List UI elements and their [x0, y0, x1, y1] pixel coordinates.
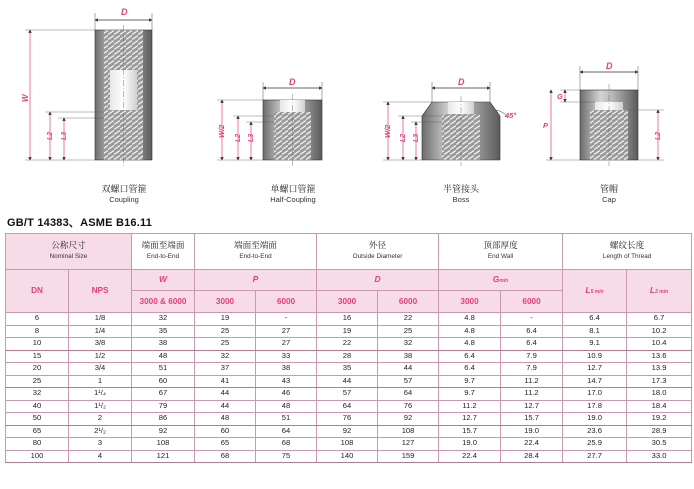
- cell-l5: 12.7: [563, 363, 627, 376]
- cell-l5: 17.0: [563, 388, 627, 401]
- cell-p-6000: 27: [256, 325, 317, 338]
- cap-dim-d: D: [606, 61, 613, 71]
- cell-g-3000: 6.4: [439, 363, 501, 376]
- cap-dim-p: P: [543, 121, 549, 130]
- cap-drawing: [543, 61, 664, 204]
- table-row: [6, 388, 692, 401]
- symbol-g: Gmin: [439, 270, 563, 291]
- table-row: [6, 350, 692, 363]
- cell-p-3000: 44: [195, 388, 256, 401]
- class-p-3000: 3000: [195, 291, 256, 313]
- cell-g-6000: 12.7: [501, 400, 563, 413]
- half-coupling-drawing: [217, 77, 322, 204]
- fittings-diagram: [0, 0, 694, 212]
- coupling-dim-l3: L3: [61, 131, 68, 140]
- table-row: [6, 400, 692, 413]
- cell-w: 92: [132, 425, 195, 438]
- cell-d-6000: 76: [378, 400, 439, 413]
- cell-d-6000: 127: [378, 438, 439, 451]
- cell-g-3000: 4.8: [439, 313, 501, 326]
- cell-g-3000: 6.4: [439, 350, 501, 363]
- cell-p-6000: 27: [256, 338, 317, 351]
- boss-dim-l2: L2: [400, 133, 407, 142]
- coupling-dim-d: D: [121, 7, 128, 17]
- cell-p-3000: 60: [195, 425, 256, 438]
- cell-nps: 1/2: [69, 350, 132, 363]
- cell-d-3000: 76: [317, 413, 378, 426]
- cell-p-3000: 32: [195, 350, 256, 363]
- cell-nps: 3/8: [69, 338, 132, 351]
- cell-d-3000: 28: [317, 350, 378, 363]
- table-row: [6, 425, 692, 438]
- cell-p-6000: -: [256, 313, 317, 326]
- cell-g-6000: 19.0: [501, 425, 563, 438]
- cell-l2: 18.4: [627, 400, 692, 413]
- half-coupling-caption-en: Half-Coupling: [270, 195, 316, 204]
- header-nominal-size: 公称尺寸 Nominal Size: [6, 234, 132, 270]
- cell-nps: 3: [69, 438, 132, 451]
- cell-g-6000: 11.2: [501, 375, 563, 388]
- cap-caption-cn: 管帽: [599, 185, 619, 195]
- cell-nps: 2¹/₂: [69, 425, 132, 438]
- coupling-dim-l2: L2: [47, 131, 54, 140]
- cell-g-6000: 22.4: [501, 438, 563, 451]
- cell-p-3000: 25: [195, 338, 256, 351]
- cell-dn: 50: [6, 413, 69, 426]
- table-row: [6, 325, 692, 338]
- cell-d-3000: 64: [317, 400, 378, 413]
- cell-nps: 2: [69, 413, 132, 426]
- cell-l2: 13.9: [627, 363, 692, 376]
- cell-l2: 10.2: [627, 325, 692, 338]
- cell-g-3000: 9.7: [439, 375, 501, 388]
- cell-p-3000: 37: [195, 363, 256, 376]
- cell-g-6000: 7.9: [501, 350, 563, 363]
- cell-nps: 3/4: [69, 363, 132, 376]
- cap-caption-en: Cap: [602, 195, 616, 204]
- class-g-6000: 6000: [501, 291, 563, 313]
- cell-l2: 33.0: [627, 450, 692, 463]
- standard-title: GB/T 14383、ASME B16.11: [7, 217, 153, 229]
- cell-l2: 10.4: [627, 338, 692, 351]
- coupling-caption-en: Coupling: [109, 195, 139, 204]
- header-length-of-thread: 螺纹长度 Length of Thread: [563, 234, 692, 270]
- half-coupling-dim-l2: L2: [235, 133, 242, 142]
- cell-d-3000: 140: [317, 450, 378, 463]
- cell-nps: 1: [69, 375, 132, 388]
- table-row: [6, 438, 692, 451]
- cell-w: 86: [132, 413, 195, 426]
- cell-nps: 1/4: [69, 325, 132, 338]
- cell-p-3000: 48: [195, 413, 256, 426]
- cell-l5: 8.1: [563, 325, 627, 338]
- cell-w: 79: [132, 400, 195, 413]
- cell-l2: 18.0: [627, 388, 692, 401]
- cell-l5: 14.7: [563, 375, 627, 388]
- cell-g-6000: 7.9: [501, 363, 563, 376]
- cell-nps: 1¹/₂: [69, 400, 132, 413]
- cell-d-6000: 64: [378, 388, 439, 401]
- cell-dn: 40: [6, 400, 69, 413]
- header-nps: NPS: [69, 270, 132, 313]
- header-dn: DN: [6, 270, 69, 313]
- symbol-d: D: [317, 270, 439, 291]
- cell-p-6000: 51: [256, 413, 317, 426]
- cell-w: 60: [132, 375, 195, 388]
- cell-d-6000: 57: [378, 375, 439, 388]
- boss-angle: 45°: [505, 111, 517, 120]
- cell-d-3000: 44: [317, 375, 378, 388]
- boss-dim-d: D: [458, 77, 465, 87]
- cell-p-3000: 25: [195, 325, 256, 338]
- cell-d-6000: 22: [378, 313, 439, 326]
- cell-p-6000: 48: [256, 400, 317, 413]
- cell-l5: 19.0: [563, 413, 627, 426]
- symbol-p: P: [195, 270, 317, 291]
- cell-p-3000: 19: [195, 313, 256, 326]
- cell-l5: 10.9: [563, 350, 627, 363]
- header-end-to-end-p: 端面至端面 End-to-End: [195, 234, 317, 270]
- cell-d-3000: 92: [317, 425, 378, 438]
- cell-g-3000: 22.4: [439, 450, 501, 463]
- cell-l5: 6.4: [563, 313, 627, 326]
- cell-p-3000: 65: [195, 438, 256, 451]
- cell-g-3000: 4.8: [439, 325, 501, 338]
- cell-g-3000: 12.7: [439, 413, 501, 426]
- cap-dim-l2: L2: [655, 131, 662, 140]
- cell-dn: 100: [6, 450, 69, 463]
- cell-d-6000: 25: [378, 325, 439, 338]
- cell-g-6000: 28.4: [501, 450, 563, 463]
- cell-w: 48: [132, 350, 195, 363]
- cell-dn: 10: [6, 338, 69, 351]
- cell-d-3000: 108: [317, 438, 378, 451]
- cell-l2: 30.5: [627, 438, 692, 451]
- cap-dim-g: G: [557, 92, 563, 101]
- class-w: 3000 & 6000: [132, 291, 195, 313]
- table-row: [6, 338, 692, 351]
- cell-l5: 23.6: [563, 425, 627, 438]
- class-p-6000: 6000: [256, 291, 317, 313]
- cell-p-6000: 68: [256, 438, 317, 451]
- cell-dn: 20: [6, 363, 69, 376]
- dimension-table: [5, 233, 692, 463]
- coupling-caption-cn: 双螺口管箍: [101, 185, 147, 195]
- cell-p-6000: 33: [256, 350, 317, 363]
- cell-p-6000: 64: [256, 425, 317, 438]
- header-outside-diameter: 外径 Outside Diameter: [317, 234, 439, 270]
- cell-p-6000: 75: [256, 450, 317, 463]
- header-end-wall: 顶部厚度 End Wall: [439, 234, 563, 270]
- boss-caption-cn: 半管接头: [442, 185, 480, 195]
- cell-w: 121: [132, 450, 195, 463]
- cell-p-6000: 43: [256, 375, 317, 388]
- half-coupling-caption-cn: 单螺口管箍: [270, 185, 316, 195]
- cell-g-6000: 6.4: [501, 325, 563, 338]
- coupling-drawing: [21, 7, 152, 204]
- cell-d-3000: 35: [317, 363, 378, 376]
- cell-p-3000: 44: [195, 400, 256, 413]
- boss-caption-en: Boss: [452, 195, 470, 204]
- cell-g-6000: -: [501, 313, 563, 326]
- cell-g-6000: 11.2: [501, 388, 563, 401]
- cell-w: 35: [132, 325, 195, 338]
- cell-l2: 19.2: [627, 413, 692, 426]
- cell-d-6000: 32: [378, 338, 439, 351]
- cell-g-6000: 6.4: [501, 338, 563, 351]
- cell-w: 67: [132, 388, 195, 401]
- table-row: [6, 363, 692, 376]
- cell-l5: 9.1: [563, 338, 627, 351]
- class-g-3000: 3000: [439, 291, 501, 313]
- cell-dn: 65: [6, 425, 69, 438]
- cell-p-3000: 41: [195, 375, 256, 388]
- cell-p-6000: 46: [256, 388, 317, 401]
- cell-d-3000: 16: [317, 313, 378, 326]
- cell-dn: 6: [6, 313, 69, 326]
- class-d-6000: 6000: [378, 291, 439, 313]
- symbol-row: [6, 270, 692, 291]
- cell-dn: 25: [6, 375, 69, 388]
- cell-g-6000: 15.7: [501, 413, 563, 426]
- table-row: [6, 375, 692, 388]
- cell-d-6000: 38: [378, 350, 439, 363]
- cell-dn: 8: [6, 325, 69, 338]
- cell-d-6000: 44: [378, 363, 439, 376]
- cell-l2: 6.7: [627, 313, 692, 326]
- table-row: [6, 313, 692, 326]
- cell-g-3000: 11.2: [439, 400, 501, 413]
- table-row: [6, 450, 692, 463]
- symbol-l2: L2 min: [627, 270, 692, 313]
- boss-drawing: [383, 77, 517, 204]
- cell-d-3000: 19: [317, 325, 378, 338]
- cell-w: 51: [132, 363, 195, 376]
- cell-d-6000: 92: [378, 413, 439, 426]
- cell-d-6000: 108: [378, 425, 439, 438]
- cell-l5: 25.9: [563, 438, 627, 451]
- cell-dn: 32: [6, 388, 69, 401]
- cell-dn: 80: [6, 438, 69, 451]
- cell-d-3000: 57: [317, 388, 378, 401]
- symbol-w: W: [132, 270, 195, 291]
- header-row: [6, 234, 692, 270]
- cell-nps: 4: [69, 450, 132, 463]
- header-end-to-end-w: 端面至端面 End-to-End: [132, 234, 195, 270]
- half-coupling-dim-w2: W/2: [217, 124, 226, 138]
- cell-l5: 27.7: [563, 450, 627, 463]
- cell-l2: 13.6: [627, 350, 692, 363]
- cell-w: 32: [132, 313, 195, 326]
- cell-dn: 15: [6, 350, 69, 363]
- half-coupling-dim-l3: L3: [248, 133, 255, 142]
- cell-d-3000: 22: [317, 338, 378, 351]
- table-row: [6, 413, 692, 426]
- cell-nps: 1¹/₄: [69, 388, 132, 401]
- cell-p-3000: 68: [195, 450, 256, 463]
- cell-g-3000: 15.7: [439, 425, 501, 438]
- symbol-l5: L5 min: [563, 270, 627, 313]
- class-d-3000: 3000: [317, 291, 378, 313]
- cell-l2: 17.3: [627, 375, 692, 388]
- boss-dim-w2: W/2: [383, 124, 392, 138]
- coupling-dim-w: W: [21, 94, 30, 102]
- cell-w: 38: [132, 338, 195, 351]
- cell-g-3000: 9.7: [439, 388, 501, 401]
- cell-l2: 28.9: [627, 425, 692, 438]
- cell-g-3000: 4.8: [439, 338, 501, 351]
- cell-d-6000: 159: [378, 450, 439, 463]
- cell-l5: 17.8: [563, 400, 627, 413]
- cell-p-6000: 38: [256, 363, 317, 376]
- cell-nps: 1/8: [69, 313, 132, 326]
- cell-g-3000: 19.0: [439, 438, 501, 451]
- cell-w: 108: [132, 438, 195, 451]
- boss-dim-l3: L3: [413, 133, 420, 142]
- half-coupling-dim-d: D: [289, 77, 296, 87]
